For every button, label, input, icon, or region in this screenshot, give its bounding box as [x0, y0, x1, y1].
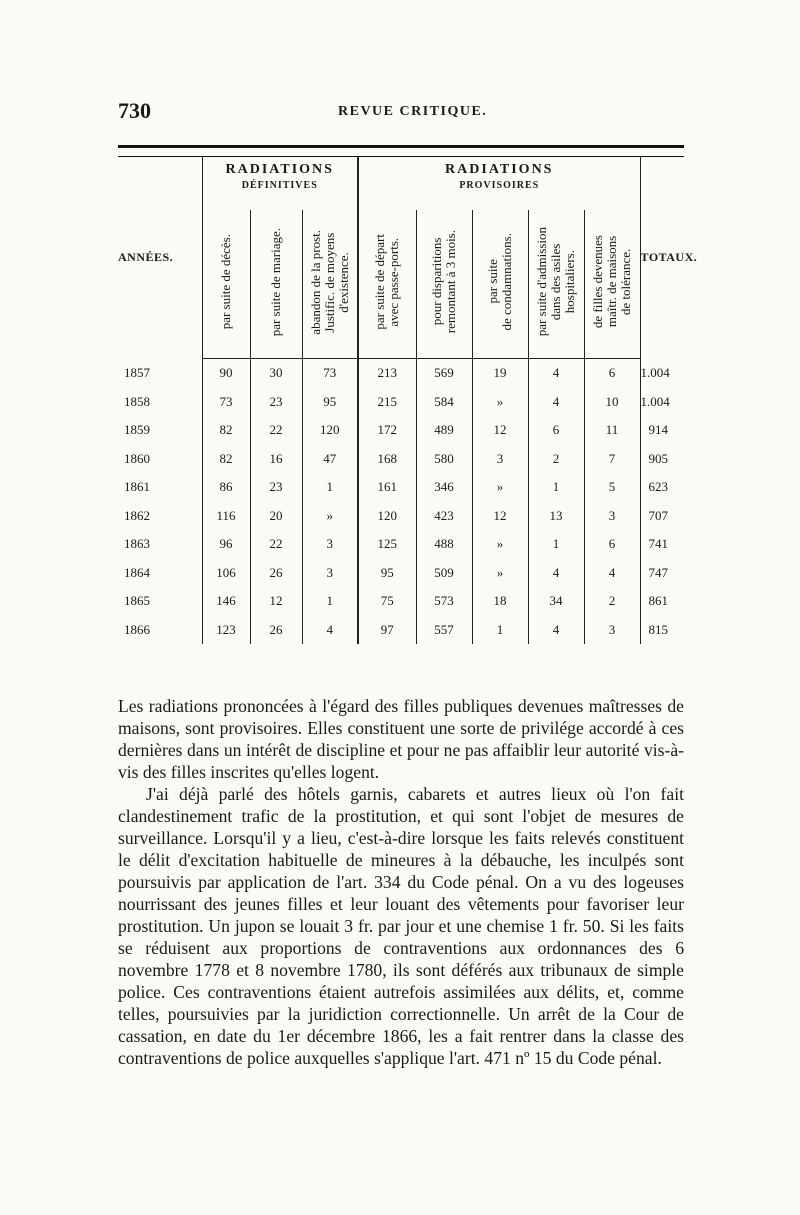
- row-value: 7: [584, 445, 640, 474]
- col-totaux: TOTAUX.: [640, 156, 684, 359]
- row-value: 4: [302, 616, 358, 645]
- row-value: 82: [202, 416, 250, 445]
- row-value: 3: [302, 530, 358, 559]
- row-value: 26: [250, 616, 302, 645]
- col-header: [472, 210, 528, 359]
- row-value: 120: [302, 416, 358, 445]
- row-value: 1: [302, 587, 358, 616]
- row-value: »: [472, 388, 528, 417]
- row-value: 12: [472, 416, 528, 445]
- row-value: 106: [202, 559, 250, 588]
- row-value: 6: [528, 416, 584, 445]
- row-value: 47: [302, 445, 358, 474]
- row-value: 172: [358, 416, 416, 445]
- row-value: 4: [528, 559, 584, 588]
- row-value: 2: [584, 587, 640, 616]
- col-header-text: par suite de mariage.: [268, 227, 283, 337]
- table-row: [118, 416, 684, 445]
- row-value: 30: [250, 359, 302, 388]
- row-value: 23: [250, 388, 302, 417]
- row-total: 623: [640, 473, 684, 502]
- row-value: 116: [202, 502, 250, 531]
- row-value: 23: [250, 473, 302, 502]
- row-value: 4: [584, 559, 640, 588]
- page-number: 730: [118, 98, 151, 123]
- row-value: 3: [584, 616, 640, 645]
- row-value: 569: [416, 359, 472, 388]
- table-row: [118, 388, 684, 417]
- col-header-text: pour disparitions remontant à 3 mois.: [429, 230, 459, 334]
- table-row: [118, 616, 684, 645]
- row-value: 557: [416, 616, 472, 645]
- col-header-text: par suite de départ avec passe-ports.: [372, 234, 402, 330]
- row-total: 815: [640, 616, 684, 645]
- row-total: 747: [640, 559, 684, 588]
- row-value: 11: [584, 416, 640, 445]
- row-value: 86: [202, 473, 250, 502]
- col-header: [250, 210, 302, 359]
- row-value: 95: [302, 388, 358, 417]
- col-header: [302, 210, 358, 359]
- row-total: 861: [640, 587, 684, 616]
- row-value: 488: [416, 530, 472, 559]
- col-header-text: par suite de décès.: [218, 234, 233, 330]
- row-value: 509: [416, 559, 472, 588]
- row-value: 346: [416, 473, 472, 502]
- col-header-text: par suite de condamnations.: [485, 233, 515, 331]
- col-header: [416, 210, 472, 359]
- row-value: 1: [472, 616, 528, 645]
- col-header-text: de filles devenues maîtr. de maisons de tolérance.: [590, 235, 634, 329]
- row-value: 584: [416, 388, 472, 417]
- row-value: 19: [472, 359, 528, 388]
- row-value: »: [302, 502, 358, 531]
- page-header: [118, 98, 678, 128]
- table-row: [118, 359, 684, 388]
- group-definitives-title: RADIATIONS: [225, 162, 334, 177]
- group-provisoires-subtitle: PROVISOIRES: [459, 180, 540, 191]
- row-value: 34: [528, 587, 584, 616]
- row-value: 1: [528, 530, 584, 559]
- col-annees: ANNÉES.: [118, 249, 174, 264]
- row-total: 914: [640, 416, 684, 445]
- table-row: [118, 445, 684, 474]
- row-value: 10: [584, 388, 640, 417]
- row-value: 161: [358, 473, 416, 502]
- row-value: 489: [416, 416, 472, 445]
- row-year: 1862: [124, 507, 150, 523]
- row-value: 12: [250, 587, 302, 616]
- paragraph: J'ai déjà parlé des hôtels garnis, cabarets et autres lieux où l'on fait clandestinement trafic de la prostitution, et qui sont l'objet de mesures de surveillance. Lorsqu'il y a lieu, c'est-à-dire lorsque les faits relevés constituent le délit d'excitation habituelle de mineures à la débauche, les inculpés sont poursuivis par application de l'art. 334 du Code pénal. On a vu des logeuses nourrissant des jeunes filles et leur louant des vêtements pour favoriser leur prostitution. Un jupon se louait 3 fr. par jour et une chemise 1 fr. 50. Si les faits se réduisent aux proportions de contraventions aux ordonnances des 6 novembre 1778 et 8 novembre 1780, ils sont déférés aux tribunaux de simple police. Ces contraventions étaient autrefois assimilées aux délits, et, comme telles, poursuivies par la juridiction correctionnelle. Un arrêt de la Cour de cassation, en date du 1er décembre 1866, les a fait rentrer dans la classe des contraventions de police auxquelles s'applique l'art. 471 nº 15 du Code pénal.: [118, 784, 684, 1068]
- paragraph: Les radiations prononcées à l'égard des filles publiques devenues maîtresses de maisons, sont provisoires. Elles constituent une sorte de privilége accordé à ces dernières dans un intérêt de discipline et pour ne pas affaiblir leur autorité vis-à-vis des filles inscrites qu'elles logent.: [118, 696, 684, 782]
- row-value: 125: [358, 530, 416, 559]
- row-value: »: [472, 473, 528, 502]
- row-value: 6: [584, 530, 640, 559]
- group-provisoires-title: RADIATIONS: [445, 162, 554, 177]
- table-body: [118, 359, 684, 645]
- row-value: 580: [416, 445, 472, 474]
- row-value: 82: [202, 445, 250, 474]
- row-value: 215: [358, 388, 416, 417]
- group-provisoires: [358, 156, 640, 210]
- running-title: REVUE CRITIQUE.: [338, 104, 488, 119]
- row-year: 1859: [124, 422, 150, 438]
- row-value: 423: [416, 502, 472, 531]
- col-header-text: par suite d'admission dans des asiles hospitaliers.: [534, 227, 578, 337]
- row-year: 1858: [124, 393, 150, 409]
- row-value: 6: [584, 359, 640, 388]
- row-value: 13: [528, 502, 584, 531]
- row-value: 3: [472, 445, 528, 474]
- row-value: 95: [358, 559, 416, 588]
- row-year: 1857: [124, 365, 150, 380]
- row-year: 1866: [124, 621, 150, 637]
- row-value: 4: [528, 359, 584, 388]
- row-value: 1: [302, 473, 358, 502]
- row-year: 1865: [124, 593, 150, 609]
- row-value: 73: [302, 359, 358, 388]
- row-total: 1.004: [640, 388, 684, 417]
- row-value: 20: [250, 502, 302, 531]
- row-value: 22: [250, 416, 302, 445]
- row-total: 741: [640, 530, 684, 559]
- radiations-table: [118, 156, 698, 644]
- row-year: 1864: [124, 564, 150, 580]
- row-value: 168: [358, 445, 416, 474]
- row-value: 16: [250, 445, 302, 474]
- row-value: 3: [584, 502, 640, 531]
- row-value: »: [472, 559, 528, 588]
- col-header: [202, 210, 250, 359]
- group-definitives: [202, 156, 358, 210]
- row-value: 2: [528, 445, 584, 474]
- row-year: 1863: [124, 536, 150, 552]
- row-value: 96: [202, 530, 250, 559]
- table-row: [118, 559, 684, 588]
- row-value: 97: [358, 616, 416, 645]
- row-value: 573: [416, 587, 472, 616]
- row-value: 123: [202, 616, 250, 645]
- row-value: 73: [202, 388, 250, 417]
- table-row: [118, 473, 684, 502]
- col-header: [358, 210, 416, 359]
- row-value: 3: [302, 559, 358, 588]
- row-value: 120: [358, 502, 416, 531]
- col-header: [584, 210, 640, 359]
- row-value: 90: [202, 359, 250, 388]
- row-value: 146: [202, 587, 250, 616]
- row-total: 1.004: [640, 359, 684, 388]
- row-value: 213: [358, 359, 416, 388]
- row-value: 4: [528, 388, 584, 417]
- row-total: 905: [640, 445, 684, 474]
- row-value: 75: [358, 587, 416, 616]
- row-value: 22: [250, 530, 302, 559]
- row-value: »: [472, 530, 528, 559]
- col-header-text: abandon de la prost. Justific. de moyens d'existence.: [307, 229, 351, 335]
- body-text: [118, 695, 684, 1069]
- table-row: [118, 587, 684, 616]
- row-value: 12: [472, 502, 528, 531]
- row-value: 5: [584, 473, 640, 502]
- row-value: 18: [472, 587, 528, 616]
- group-definitives-subtitle: DÉFINITIVES: [241, 180, 318, 191]
- row-year: 1861: [124, 479, 150, 495]
- col-header: [528, 210, 584, 359]
- row-year: 1860: [124, 450, 150, 466]
- table-row: [118, 530, 684, 559]
- table-row: [118, 502, 684, 531]
- row-total: 707: [640, 502, 684, 531]
- row-value: 26: [250, 559, 302, 588]
- row-value: 4: [528, 616, 584, 645]
- row-value: 1: [528, 473, 584, 502]
